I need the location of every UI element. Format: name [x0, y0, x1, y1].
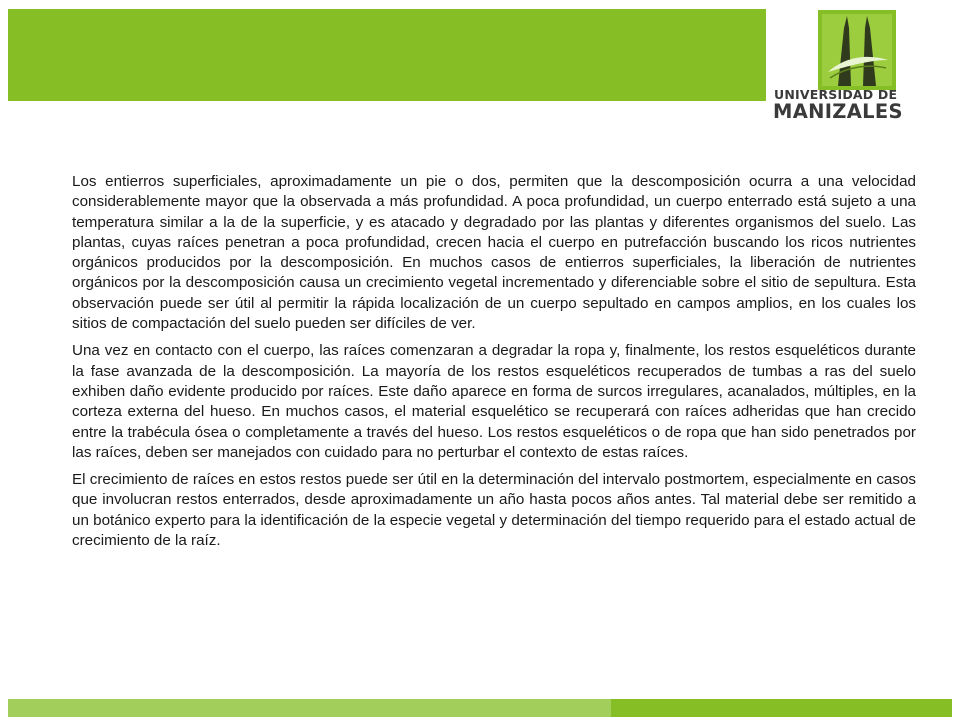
header-banner — [8, 9, 766, 101]
logo-text-manizales: MANIZALES — [773, 100, 903, 123]
footer-bar — [8, 699, 952, 717]
footer-bar-dark-segment — [611, 699, 952, 717]
paragraph-1: Los entierros superficiales, aproximadamente un pie o dos, permiten que la descomposición ocurra a una velocidad considerablemente mayor que la observada a más profundidad. A poca profundidad, un cuerpo enterrado está sujeto a una temperatura similar a la de la superficie, y es atacado y degradado por las plantas y diferentes organismos del suelo. Las plantas, cuyas raíces penetran a poca profundidad, crecen hacia el cuerpo en putrefacción buscando los ricos nutrientes orgánicos producidos por la descomposición. En muchos casos de entierros superficiales, la liberación de nutrientes orgánicos por la descomposición causa un crecimiento vegetal incrementado y diferenciable sobre el sitio de sepultura. Esta observación puede ser útil al permitir la rápida localización de un cuerpo sepultado en campos amplios, en los cuales los sitios de compactación del suelo pueden ser difíciles de ver. — [72, 173, 916, 333]
paragraph-3: El crecimiento de raíces en estos restos puede ser útil en la determinación del intervalo postmortem, especialmente en casos que involucran restos enterrados, desde aproximadamente un año hasta pocos años antes. Tal material debe ser remitido a un botánico experto para la identificación de la especie vegetal y determinación del tiempo requerido para el estado actual de crecimiento de la raíz. — [72, 471, 916, 550]
university-logo-icon — [818, 10, 896, 90]
logo-text-university-de: UNIVERSIDAD DE — [774, 87, 898, 102]
paragraph-2: Una vez en contacto con el cuerpo, las raíces comenzaran a degradar la ropa y, finalmente, los restos esqueléticos durante la fase avanzada de la descomposición. La mayoría de los restos esqueléticos recuperados de tumbas a ras del suelo exhiben daño evidente producido por raíces. Este daño aparece en forma de surcos irregulares, acanalados, múltiples, en la corteza externa del hueso. En muchos casos, el material esquelético se recuperará con raíces adheridas que han crecido entre la trabécula ósea o completamente a través del hueso. Los restos esqueléticos o de ropa que han sido penetrados por las raíces, deben ser manejados con cuidado para no perturbar el contexto de estas raíces. — [72, 342, 916, 461]
university-logo — [768, 10, 948, 126]
slide-body — [72, 172, 916, 558]
footer-bar-light-segment — [8, 699, 611, 717]
